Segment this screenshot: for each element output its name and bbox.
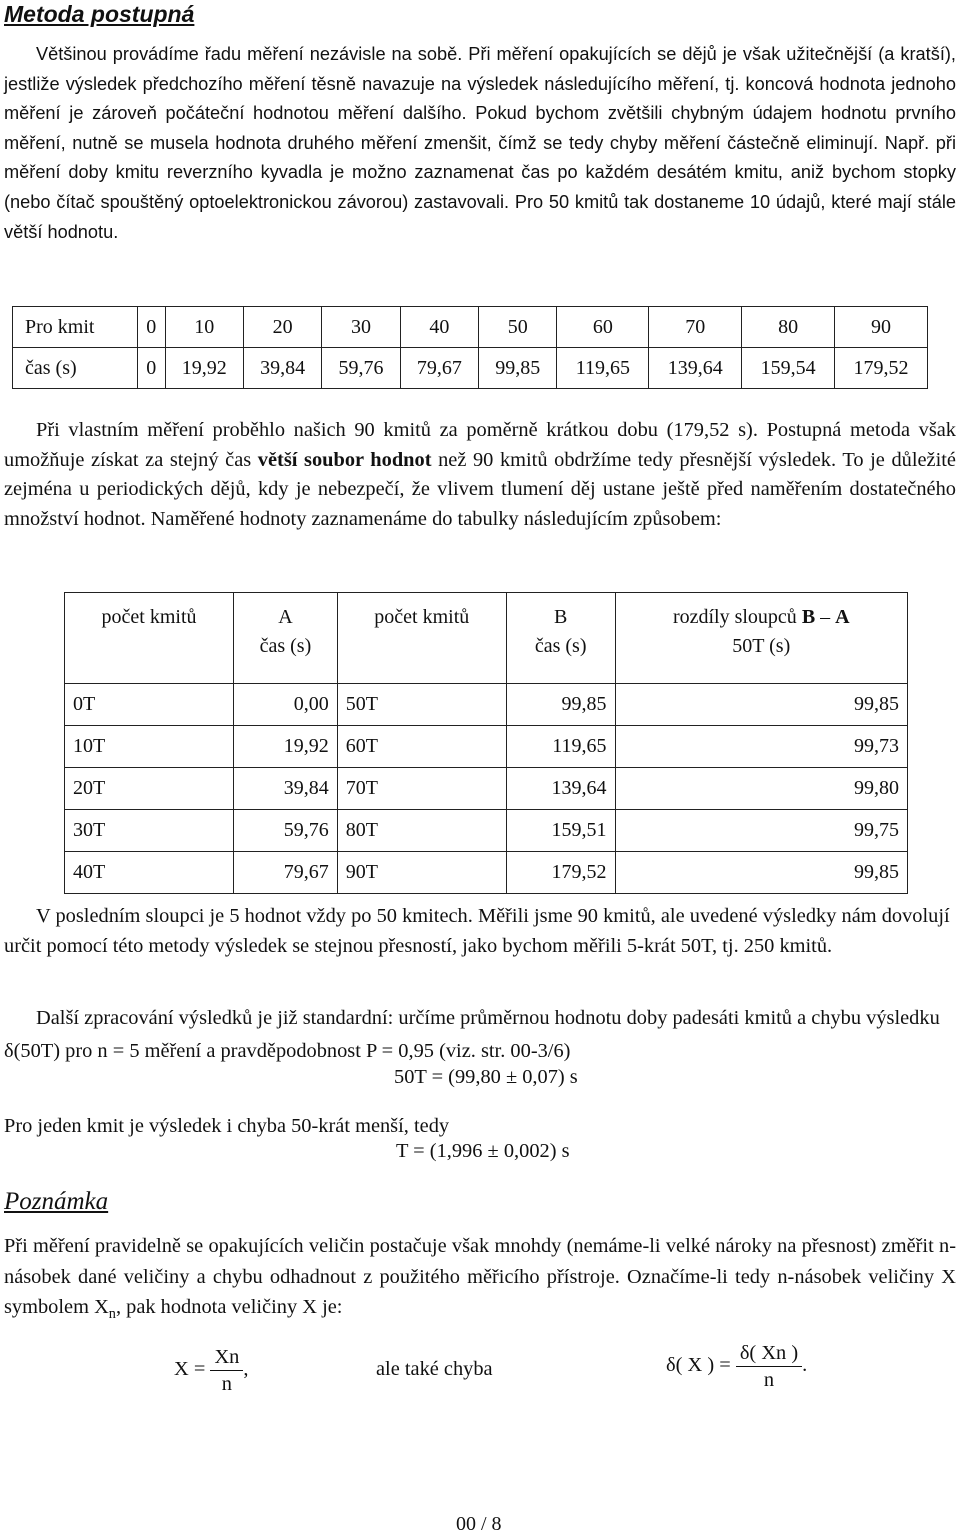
cell-difference: 99,85 (615, 852, 907, 894)
header-unit: čas (s) (259, 635, 312, 657)
table-cell: 39,84 (243, 348, 321, 389)
successive-method-table (64, 592, 908, 894)
table-cell: 59,76 (322, 348, 400, 389)
paragraph-text: než 90 kmitů obdržíme tedy přesnější výsledek. To je důležité zejména u periodických dějů, kdy je nebezpečí, že vlivem tlumení děj ustane ještě před naměřením dostatečného množství hodnot. Naměřené hodnoty zaznamenáme do tabulky následujícím způsobem: (4, 448, 956, 530)
header-label: rozdíly sloupců (672, 606, 802, 628)
table-cell: 19,92 (165, 348, 243, 389)
table-cell: 10 (165, 307, 243, 348)
paragraph-text: , pak hodnota veličiny (115, 1296, 303, 1318)
oscillation-time-table (12, 306, 928, 389)
error-expression: δ(50T) (4, 1040, 61, 1062)
cell-count-b: 80T (337, 810, 506, 852)
equation-t: T = (1,996 ± 0,002) s (396, 1140, 570, 1162)
cell-count-b: 60T (337, 726, 506, 768)
subscript-n: n (108, 1306, 116, 1323)
table-cell: 119,65 (557, 348, 649, 389)
table-header-row (65, 593, 908, 684)
table-cell: 50 (479, 307, 557, 348)
table-cell: 70 (649, 307, 742, 348)
paragraph-text: pro n = 5 měření a pravděpodobnost P = 0,95 (viz. str. 00-3/6) (60, 1040, 571, 1062)
header-dash: – (815, 606, 836, 628)
formula-x (174, 1344, 248, 1397)
header-label-a: A (835, 606, 850, 628)
cell-time-b: 139,64 (506, 768, 615, 810)
formula-error (666, 1340, 807, 1393)
symbol-xn: X (94, 1296, 109, 1318)
formula-tail: , (243, 1358, 249, 1381)
header-difference (615, 593, 907, 684)
header-label: B (554, 606, 568, 628)
table-row (65, 684, 908, 726)
cell-count-b: 70T (337, 768, 506, 810)
table-cell: 20 (243, 307, 321, 348)
header-count-b: počet kmitů (337, 593, 506, 684)
header-label-b: B (801, 606, 816, 628)
header-unit: 50T (s) (732, 635, 791, 657)
fraction (210, 1344, 243, 1397)
table-row (13, 307, 928, 348)
formula-connector: ale také chyba (376, 1358, 493, 1380)
cell-time-b: 99,85 (506, 684, 615, 726)
numerator: Xn (210, 1344, 243, 1371)
fraction (736, 1340, 802, 1393)
table-row (65, 852, 908, 894)
intro-paragraph: Většinou provádíme řadu měření nezávisle na sobě. Při měření opakujících se dějů je však užitečnější (a kratší), jestliže výsledek předchozího měření těsně navazuje na výsledek následujícího měření, tj. koncová hodnota jednoho měření je zároveň počáteční hodnotou měření dalšího. Pokud bychom zvětšili chybným údajem hodnotu prvního měření, nutně se musela hodnota druhého měření zmenšit, čímž se tedy chyby měření částečně eliminují. Např. při měření doby kmitu reverzního kyvadla je možno zaznamenat čas po každém desátém kmitu, aniž bychom stopky (nebo čítač spouštěný optoelektronickou závorou) zastavovali. Pro 50 kmitů tak dostaneme 10 údajů, které mají stále větší hodnotu. (4, 44, 956, 242)
paragraph-text: symbolem (4, 1296, 95, 1318)
cell-time-a: 19,92 (234, 726, 338, 768)
formula-lhs: δ( X ) = (666, 1354, 731, 1377)
cell-count-a: 20T (65, 768, 234, 810)
table-cell: 79,67 (400, 348, 478, 389)
table-row (65, 726, 908, 768)
header-time-b (506, 593, 615, 684)
table-cell: 90 (835, 307, 928, 348)
formula-lhs: X = (174, 1358, 206, 1381)
cell-time-a: 59,76 (234, 810, 338, 852)
formula-tail: . (802, 1354, 808, 1377)
table-cell: 0 (138, 307, 166, 348)
cell-time-a: 0,00 (234, 684, 338, 726)
table-cell: 80 (742, 307, 835, 348)
table-row (13, 348, 928, 389)
header-label: A (278, 606, 293, 628)
cell-count-a: 30T (65, 810, 234, 852)
cell-count-a: 0T (65, 684, 234, 726)
denominator: n (763, 1369, 775, 1391)
paragraph-text: Při vlastním měření proběhlo našich 90 kmitů za poměrně krátkou dobu (179,52 s). Postupná metoda však umožňuje získat za stejný čas (4, 419, 956, 471)
table-cell: 0 (138, 348, 166, 389)
equation-50t: 50T = (99,80 ± 0,07) s (394, 1066, 578, 1088)
header-time-a (234, 593, 338, 684)
table-cell: 139,64 (649, 348, 742, 389)
cell-count-b: 50T (337, 684, 506, 726)
processing-paragraph (4, 1002, 956, 1068)
cell-count-b: 90T (337, 852, 506, 894)
symbol-x: X (302, 1296, 317, 1318)
header-unit: čas (s) (534, 635, 587, 657)
cell-time-b: 179,52 (506, 852, 615, 894)
cell-count-a: 40T (65, 852, 234, 894)
section-title: Metoda postupná (4, 1, 195, 27)
explanation-paragraph (4, 416, 956, 534)
row-label: čas (s) (13, 348, 138, 389)
table-row (65, 810, 908, 852)
table-cell: 159,54 (742, 348, 835, 389)
cell-time-b: 119,65 (506, 726, 615, 768)
table-cell: 99,85 (479, 348, 557, 389)
symbol-x: X (941, 1265, 956, 1288)
cell-difference: 99,73 (615, 726, 907, 768)
single-period-paragraph: Pro jeden kmit je výsledek i chyba 50-krát menší, tedy (4, 1115, 450, 1137)
table-row (65, 768, 908, 810)
paragraph-text: je: (316, 1296, 343, 1318)
cell-time-b: 159,51 (506, 810, 615, 852)
table-cell: 60 (557, 307, 649, 348)
result-paragraph: V posledním sloupci je 5 hodnot vždy po 50 kmitech. Měřili jsme 90 kmitů, ale uvedené výsledky nám dovolují určit pomocí této metody výsledek se stejnou přesností, jako bychom měřili 5-krát 50T, tj. 250 kmitů. (4, 905, 950, 957)
numerator: δ( Xn ) (736, 1340, 802, 1367)
cell-count-a: 10T (65, 726, 234, 768)
emphasis-text: větší soubor hodnot (257, 448, 432, 471)
cell-time-a: 39,84 (234, 768, 338, 810)
cell-difference: 99,80 (615, 768, 907, 810)
denominator: n (221, 1373, 232, 1395)
note-heading: Poznámka (4, 1188, 109, 1215)
table-cell: 40 (400, 307, 478, 348)
header-count-a: počet kmitů (65, 593, 234, 684)
row-label: Pro kmit (13, 307, 138, 348)
page-number: 00 / 8 (456, 1513, 502, 1535)
cell-difference: 99,75 (615, 810, 907, 852)
table-cell: 179,52 (835, 348, 928, 389)
table-cell: 30 (322, 307, 400, 348)
note-paragraph (4, 1231, 956, 1330)
cell-difference: 99,85 (615, 684, 907, 726)
paragraph-text: Další zpracování výsledků je již standardní: určíme průměrnou hodnotu doby padesáti kmitů a chybu výsledku (36, 1007, 940, 1029)
cell-time-a: 79,67 (234, 852, 338, 894)
paragraph-text: Při měření pravidelně se opakujících veličin postačuje však mnohdy (nemáme-li velké nároky na přesnost) změřit n-násobek dané veličiny a chybu odhadnout z použitého měřicího přístroje. Označíme-li tedy n-násobek veličiny (4, 1235, 956, 1288)
